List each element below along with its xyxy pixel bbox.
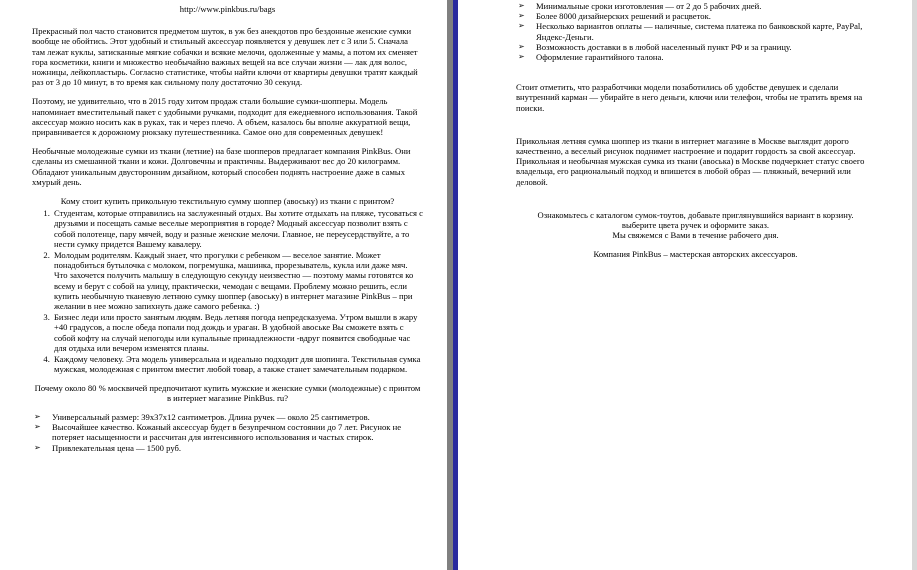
cta-line: выберите цвета ручек и оформите заказ. — [621, 220, 770, 231]
list-item — [516, 1, 875, 11]
list-item — [516, 21, 875, 41]
moscow-paragraph: Прикольная летняя сумка шоппер из ткани в интернет магазине в Москве выглядит дорого качественно, а веселый рисунок поднимет настроение и подарит гордость за свой аксессуар. Прикольная и необычная мужская сумка из ткани (авоська) в Москве подчеркнет статус своего владельца, его рациональный подход и впишется в любой образ — пляжный, вечерний или деловой. — [516, 135, 865, 187]
list-item — [516, 11, 875, 21]
arrow-bullet-icon: ➢ — [518, 21, 525, 31]
list-item — [32, 422, 423, 442]
intro-paragraph: Прекрасный пол часто становится предметом шуток, в уж без анекдотов про бездонные женские сумки вообще не обойтись. Этот удобный и стильный аксессуар появляется у девушек лет с 3 или 5. Сначала там лежат куклы, затисканные мягкие собачки и всякие мелочи, одолженные у мамы, а потом их сменяет гора косметики, книги и множество необычайно важных вещей на все случаи жизни — лак для волос, ножницы, лейкопластырь. Согласно статистике, чтобы найти ключи от квартиры девушки тратят каждый раз от 3 до 10 минут, в то время как сильному полу достаточно 30 секунд. — [32, 26, 418, 88]
list-item-text: Универсальный размер: 39х37х12 сантиметров. Длина ручек — около 25 сантиметров. — [52, 411, 370, 422]
list-item-text: Более 8000 дизайнерских решений и расцветок. — [536, 11, 711, 22]
arrow-bullet-icon: ➢ — [518, 11, 525, 21]
pocket-paragraph: Стоит отметить, что разработчики модели позаботились об удобстве девушек и сделали внутренний карман — убирайте в него деньги, ключи или телефон, чтобы не тратить время на поиски. — [516, 82, 863, 113]
list-item — [32, 412, 423, 422]
arrow-bullet-icon: ➢ — [34, 411, 41, 421]
list-item — [516, 42, 875, 52]
list-item: 3. Бизнес леди или просто занятым людям. Ведь летняя погода непредсказуема. Утром вышли в жару +40 градусов, а после обеда попали под дождь и ураган. В удобной авоське Вы сможете взять с собой кофту на случай непогоды или купальные принадлежности -вдруг появится свободные час для отдыха или вечером изменятся планы. — [52, 312, 423, 353]
arrow-bullet-icon: ➢ — [34, 442, 41, 452]
list-item-text: Несколько вариантов оплаты — наличные, система платежа по банковской карте, PayPal, Яндекс-Деньги. — [536, 21, 863, 42]
list-item — [516, 52, 875, 62]
arrow-bullet-icon: ➢ — [518, 1, 525, 10]
list-item: 4. Каждому человеку. Эта модель универсальна и идеально подходит для шопинга. Текстильная сумка мужская, молодежная с принтом вместит любой товар, а также станет замечательным подарком. — [52, 354, 423, 374]
list-item-text: Высочайшее качество. Кожаный аксессуар будет в безупречном состоянии до 7 лет. Рисунок не потеряет насыщенности и рассчитан для интенсивного использования и частых стирок. — [52, 422, 402, 443]
list-item-text: Привлекательная цена — 1500 руб. — [52, 442, 182, 453]
benefits-list-continued — [516, 1, 875, 62]
cta-line: Мы свяжемся с Вами в течение рабочего дня. — [612, 230, 779, 241]
pinkbus-paragraph: Необычные молодежные сумки из ткани (летние) на базе шопперов предлагает компания PinkBus. Они сделаны из смешанной ткани и кожи. Долговечны и практичны. Выдерживают вес до 20 килограмм. Обладают уникальным двусторонним дизайном, который способен поднять настроение даже в самых хмурый день. — [32, 146, 411, 187]
question-heading: Кому стоит купить прикольную текстильную сумму шоппер (авоську) из ткани с принтом? — [60, 196, 395, 207]
list-item-text: Минимальные сроки изготовления — от 2 до 5 рабочих дней. — [536, 1, 762, 11]
shopper-paragraph: Поэтому, не удивительно, что в 2015 году хитом продаж стали большие сумки-шопперы. Модель напоминает вместительный пакет с удобными ручками, подходит для ежедневного использования. Такой аксессуар можно носить как в руках, так и через плечо. А объем, казалось бы вполне аккуратной вещи, приравнивается к дорожному рюкзаку путешественника. Самое оно для современных девушек! — [32, 96, 418, 138]
list-item: 1. Студентам, которые отправились на заслуженный отдых. Вы хотите отдыхать на пляже, тусоваться с друзьями и посещать самые веселые мероприятия в городе? Модный аксессуар позволит взять с собой полотенце, пару мячей, воду и разные женские мелочи. Главное, не переусердствуйте, а то нести сумку придется Вашему кавалеру. — [52, 208, 423, 249]
list-item-text: Оформление гарантийного талона. — [536, 52, 664, 63]
document-page-left — [0, 0, 447, 570]
cta-line: Ознакомьтесь с каталогом сумок-тоутов, добавьте приглянувшийся вариант в корзину. — [537, 209, 854, 220]
survey-heading: Почему около 80 % москвичей предпочитают купить мужские и женские сумки (молодежные) с принтом в интернет магазине PinkBus. ru? — [34, 382, 421, 403]
arrow-bullet-icon: ➢ — [518, 52, 525, 62]
arrow-bullet-icon: ➢ — [34, 422, 41, 432]
document-page-right — [458, 0, 917, 570]
company-signature: Компания PinkBus – мастерская авторских аксессуаров. — [593, 249, 798, 260]
window-edge — [912, 0, 917, 570]
list-item — [32, 443, 423, 453]
list-item: 2. Молодым родителям. Каждый знает, что прогулки с ребенком — веселое занятие. Может понадобиться бутылочка с молоком, погремушка, машинка, прорезыватель, кукла или даже мяч. Что захочется получить малышу в следующую секунду неизвестно — поэтому мамы готовятся ко всему и берут с собой на улицу, практически, чемодан с вещами. Проблему можно решить, если купить необычную тканевую летнюю сумку шоппер (авоську) в интернет магазине PinkBus – при желании в нее можно запихнуть даже самого ребенка. :) — [52, 250, 423, 311]
arrow-bullet-icon: ➢ — [518, 41, 525, 51]
list-item-text: Возможность доставки в в любой населенный пункт РФ и за границу. — [536, 41, 792, 52]
page-url: http://www.pinkbus.ru/bags — [179, 4, 276, 14]
audience-list — [32, 208, 423, 374]
benefits-list — [32, 412, 423, 453]
